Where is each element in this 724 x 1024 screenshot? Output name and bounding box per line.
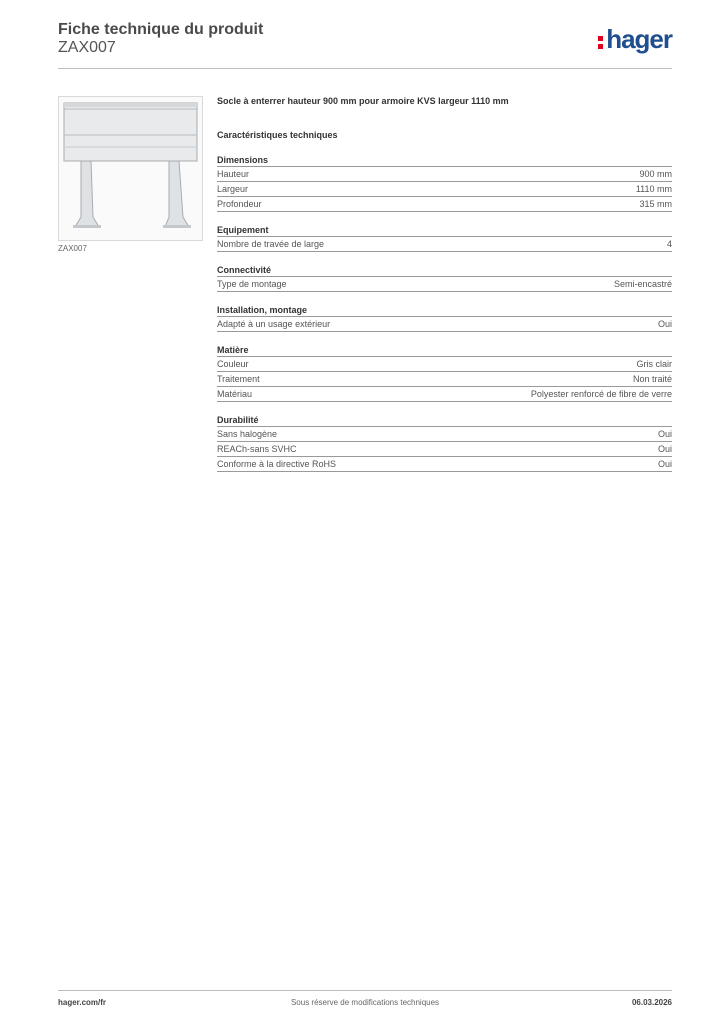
spec-label: Adapté à un usage extérieur: [217, 319, 331, 329]
spec-group-title: Dimensions: [217, 154, 672, 167]
hager-logo: [598, 26, 672, 52]
spec-value: Oui: [657, 429, 672, 439]
spec-group-title: Installation, montage: [217, 304, 672, 317]
spec-label: REACh-sans SVHC: [217, 444, 297, 454]
footer-divider: [58, 990, 672, 991]
spec-label: Nombre de travée de large: [217, 239, 325, 249]
spec-row: [217, 167, 672, 182]
spec-group: [217, 224, 672, 252]
spec-label: Hauteur: [217, 169, 250, 179]
spec-group-title: Matière: [217, 344, 672, 357]
spec-label: Type de montage: [217, 279, 287, 289]
spec-value: 315 mm: [639, 199, 672, 209]
spec-row: [217, 357, 672, 372]
logo-dots-icon: [598, 34, 604, 48]
spec-label: Largeur: [217, 184, 249, 194]
spec-label: Sans halogène: [217, 429, 278, 439]
characteristics-title: Caractéristiques techniques: [217, 130, 338, 140]
spec-value: 4: [666, 239, 672, 249]
spec-value: Polyester renforcé de fibre de verre: [530, 389, 672, 399]
product-illustration-icon: [59, 97, 202, 240]
product-reference: ZAX007: [58, 39, 116, 56]
spec-row: [217, 277, 672, 292]
spec-value: Semi-encastré: [613, 279, 672, 289]
characteristics-groups: [217, 154, 672, 472]
spec-row: [217, 197, 672, 212]
spec-row: [217, 387, 672, 402]
spec-value: Oui: [657, 459, 672, 469]
spec-row: [217, 457, 672, 472]
spec-row: [217, 427, 672, 442]
spec-label: Couleur: [217, 359, 249, 369]
spec-group: [217, 154, 672, 212]
spec-row: [217, 182, 672, 197]
header-divider: [58, 68, 672, 69]
spec-group: [217, 264, 672, 292]
spec-group-title: Durabilité: [217, 414, 672, 427]
spec-value: Gris clair: [636, 359, 672, 369]
spec-label: Conforme à la directive RoHS: [217, 459, 337, 469]
spec-group: [217, 344, 672, 402]
spec-label: Profondeur: [217, 199, 262, 209]
product-image: [58, 96, 203, 241]
product-description: Socle à enterrer hauteur 900 mm pour armoire KVS largeur 1110 mm: [217, 96, 509, 106]
spec-group-title: Equipement: [217, 224, 672, 237]
spec-value: 1110 mm: [635, 184, 672, 194]
spec-group: [217, 414, 672, 472]
spec-row: [217, 317, 672, 332]
spec-row: [217, 237, 672, 252]
logo-text: hager: [606, 24, 672, 54]
footer-note: Sous réserve de modifications techniques: [290, 998, 440, 1007]
spec-label: Traitement: [217, 374, 260, 384]
spec-group: [217, 304, 672, 332]
spec-row: [217, 372, 672, 387]
spec-value: 900 mm: [639, 169, 672, 179]
spec-value: Oui: [657, 319, 672, 329]
page-title: Fiche technique du produit: [58, 21, 264, 38]
spec-label: Matériau: [217, 389, 253, 399]
image-caption: ZAX007: [58, 244, 87, 253]
spec-group-title: Connectivité: [217, 264, 672, 277]
footer-date: 06.03.2026: [631, 998, 672, 1007]
spec-row: [217, 442, 672, 457]
spec-value: Non traité: [632, 374, 672, 384]
footer-website[interactable]: hager.com/fr: [58, 998, 107, 1007]
spec-value: Oui: [657, 444, 672, 454]
technical-sheet: [217, 96, 672, 472]
